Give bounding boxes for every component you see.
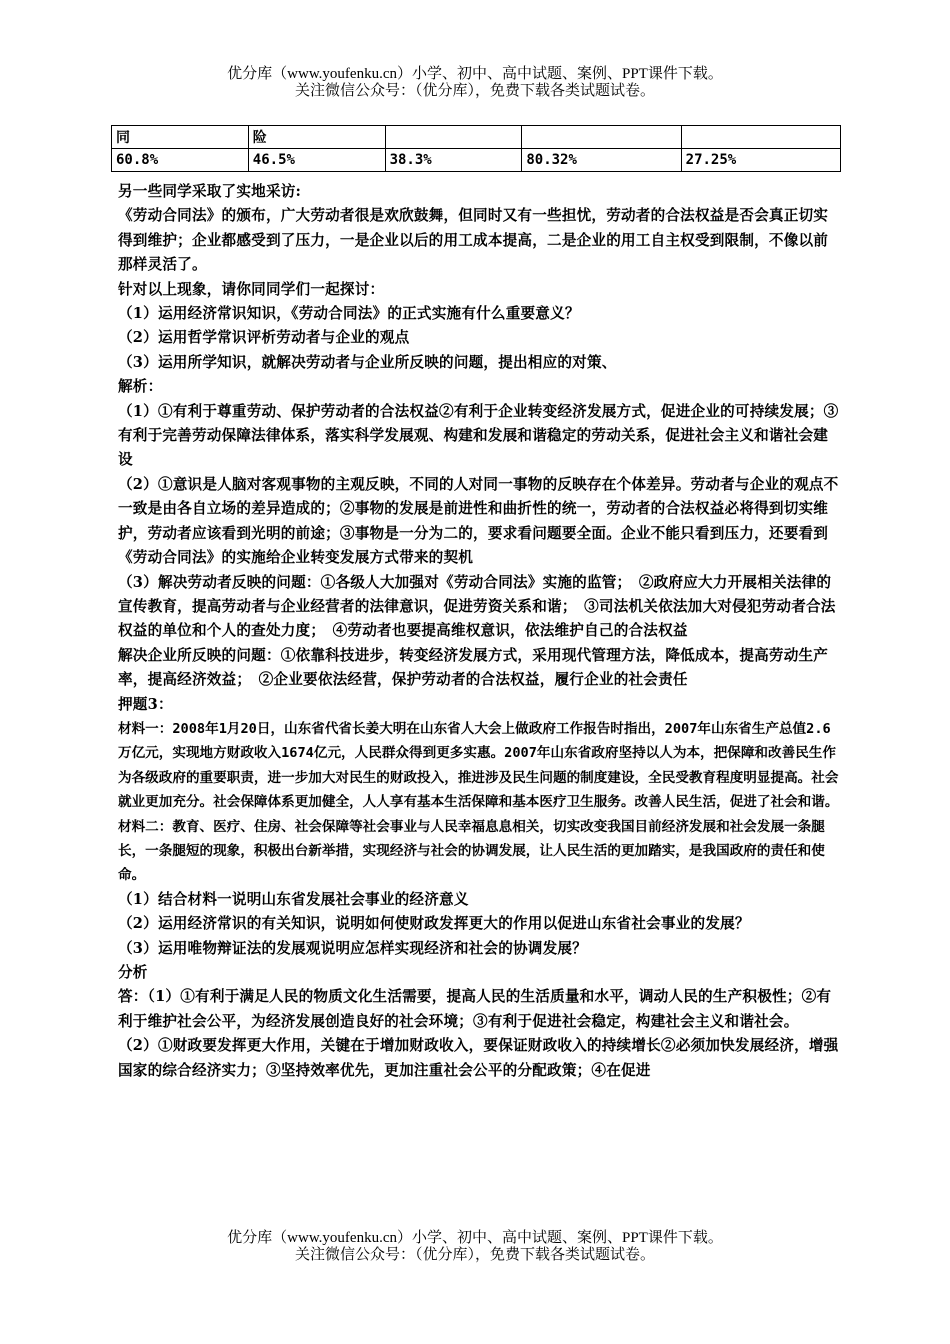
- table-cell: 38.3%: [385, 149, 522, 172]
- page-header: [0, 66, 950, 100]
- table-cell: 27.25%: [681, 149, 840, 172]
- table-cell: 同: [112, 126, 249, 149]
- footer-line-1: 优分库（www.youfenku.cn）小学、初中、高中试题、案例、PPT课件下载。: [227, 1230, 723, 1246]
- material-paragraph: 材料一：2008年1月20日，山东省代省长姜大明在山东省人大会上做政府工作报告时指出，2007年山东省生产总值2.6万亿元，实现地方财政收入1674亿元，人民群众得到更多实惠。2007年山东省政府坚持以人为本，把保障和改善民生作为各级政府的重要职责，进一步加大对民生的财政投入，推进涉及民生问题的制度建设，全民受教育程度明显提高。社会就业更加充分。社会保障体系更加健全，人人享有基本生活保障和基本医疗卫生服务。改善人民生活，促进了社会和谐。: [118, 720, 839, 811]
- question: （3）运用唯物辩证法的发展观说明应怎样实现经济和社会的协调发展？: [118, 939, 587, 957]
- table-cell: [385, 126, 522, 149]
- material-paragraph: 材料二：教育、医疗、住房、社会保障等社会事业与人民幸福息息相关，切实改变我国目前经济发展和社会发展一条腿长，一条腿短的现象，积极出台新举措，实现经济与社会的协调发展，让人民生活的更加踏实，是我国政府的责任和使命。: [118, 818, 825, 884]
- section-label: 押题3：: [118, 695, 173, 713]
- table-row: [112, 126, 841, 149]
- document-body: [118, 180, 840, 1083]
- question: （1）运用经济常识知识，《劳动合同法》的正式实施有什么重要意义？: [118, 305, 580, 323]
- question: （2）运用哲学常识评析劳动者与企业的观点: [118, 329, 410, 347]
- question: （1）结合材料一说明山东省发展社会事业的经济意义: [118, 890, 469, 908]
- table-cell: 80.32%: [522, 149, 681, 172]
- question: （2）运用经济常识的有关知识，说明如何使财政发挥更大的作用以促进山东省社会事业的发展？: [118, 915, 750, 933]
- paragraph: 针对以上现象，请你同同学们一起探讨：: [118, 280, 385, 298]
- answer-paragraph: 答：（1）①有利于满足人民的物质文化生活需要，提高人民的生活质量和水平，调动人民的生产积极性；②有利于维护社会公平，为经济发展创造良好的社会环境；③有利于促进社会稳定，构建社会主义和谐社会。: [118, 988, 832, 1030]
- table-row: [112, 149, 841, 172]
- statistics-table: [111, 125, 841, 172]
- table-cell: 46.5%: [248, 149, 385, 172]
- answer-paragraph: （2）①意识是人脑对客观事物的主观反映，不同的人对同一事物的反映存在个体差异。劳动者与企业的观点不一致是由各自立场的差异造成的；②事物的发展是前进性和曲折性的统一，劳动者的合法权益必将得到切实维护，劳动者应该看到光明的前途；③事物是一分为二的，要求看问题要全面。企业不能只看到压力，还要看到《劳动合同法》的实施给企业转变发展方式带来的契机: [118, 475, 839, 567]
- answer-paragraph: （3）解决劳动者反映的问题：①各级人大加强对《劳动合同法》实施的监管； ②政府应大力开展相关法律的宣传教育，提高劳动者与企业经营者的法律意识，促进劳资关系和谐； ③司法机关依法加大对侵犯劳动者合法权益的单位和个人的查处力度； ④劳动者也要提高维权意识，依法维护自己的合法权益: [118, 573, 836, 640]
- table-cell: 险: [248, 126, 385, 149]
- question: （3）运用所学知识，就解决劳动者与企业所反映的问题，提出相应的对策、: [118, 353, 617, 371]
- table-cell: 60.8%: [112, 149, 249, 172]
- page-footer: [0, 1230, 950, 1264]
- table-cell: [681, 126, 840, 149]
- footer-line-2: 关注微信公众号：（优分库），免费下载各类试题试卷。: [294, 1247, 655, 1263]
- paragraph: 另一些同学采取了实地采访:: [118, 183, 302, 200]
- answer-paragraph: （2）①财政要发挥更大作用，关键在于增加财政收入，要保证财政收入的持续增长②必须加快发展经济，增强国家的综合经济实力；③坚持效率优先，更加注重社会公平的分配政策；④在促进: [118, 1037, 839, 1079]
- table-cell: [522, 126, 681, 149]
- answer-paragraph: （1）①有利于尊重劳动、保护劳动者的合法权益②有利于企业转变经济发展方式，促进企业的可持续发展；③有利于完善劳动保障法律体系，落实科学发展观、构建和发展和谐稳定的劳动关系，促进社会主义和谐社会建设: [118, 402, 839, 469]
- paragraph: 《劳动合同法》的颁布，广大劳动者很是欢欣鼓舞，但同时又有一些担忧，劳动者的合法权益是否会真正切实得到维护；企业都感受到了压力，一是企业以后的用工成本提高，二是企业的用工自主权受到限制，不像以前那样灵活了。: [118, 207, 829, 274]
- answer-paragraph: 解决企业所反映的问题：①依靠科技进步，转变经济发展方式，采用现代管理方法，降低成本，提高劳动生产率，提高经济效益； ②企业要依法经营，保护劳动者的合法权益，履行企业的社会责任: [118, 646, 829, 689]
- header-line-2: 关注微信公众号：（优分库），免费下载各类试题试卷。: [294, 83, 655, 99]
- header-line-1: 优分库（www.youfenku.cn）小学、初中、高中试题、案例、PPT课件下载。: [227, 66, 723, 82]
- section-label: 解析：: [118, 378, 163, 396]
- section-label: 分析: [118, 964, 148, 981]
